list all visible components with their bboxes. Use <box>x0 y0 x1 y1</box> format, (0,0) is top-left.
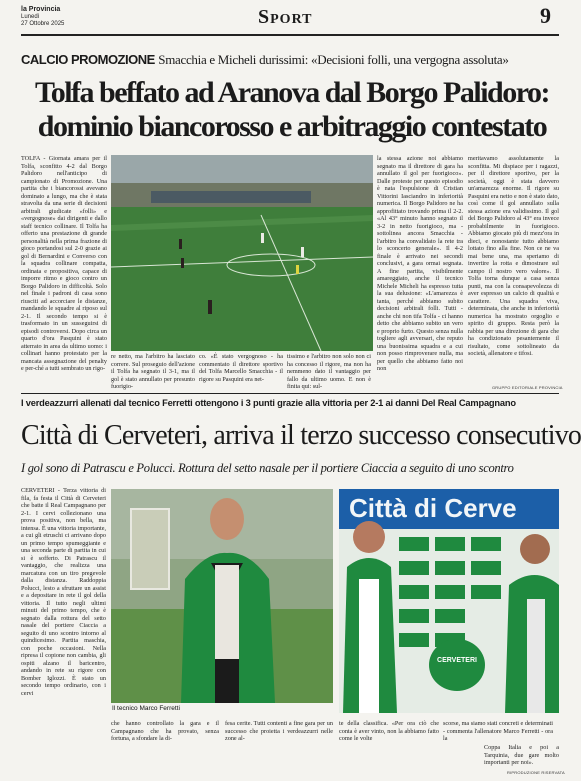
article-divider <box>21 393 559 394</box>
page-number: 9 <box>540 3 551 28</box>
article2-column-3: fesa cerite. Tutti contenti a fine gara per un successo che proietta i verdeazzurri nelle zone al- <box>225 720 333 742</box>
article1-column-2: re netto, ma l'arbitro ha lasciato correre. Sul proseguio dell'azione il Tolfa ha segnato il 3-1, ma il gol è stato annullato per presunto fuorigio- <box>111 353 195 390</box>
article1-title-1: Tolfa beffato ad Aranova dal Borgo Palidoro: <box>34 76 550 109</box>
team-crest-text: CERVETERI <box>437 657 477 664</box>
team-photo <box>339 489 559 713</box>
article2-column-4: te della classifica. «Per ora ciò che conta è aver vinto, non la abbiamo fatto come le volte <box>339 720 439 742</box>
article1-column-5: la stessa azione noi abbiamo segnato ma il direttore di gara ha annullato il gol per fuorigioco». Dalle proteste per questo episodio è nata l'espulsione di Cristian Vittorini Iasciandro in inferiorità numerica. Il Borgo Palidoro ne ha approfittato trovando prima il 2-2. «Al 43° minuto hanno segnato il 3-2 in netto fuorigioco, ma - sottolinea ancora Smacchia - l'arbitro ha convalidato la rete tra lo sconcerto generale». Il 4-2 finale è arrivato nei secondi conclusivi, a gara ormai segnata. A fine partita, visibilmente amareggiato, anche il tecnico Michele Micheli ha espresso tutta la sua delusione: «L'amarezza è tanta, perché abbiamo subito decisioni arbitrali folli. Tutti - anche chi non tifa Tolfa - ci hanno detto che abbiamo subito un vero e proprio furto. Questo senza nulla togliere agli avversari, che reputo una buonissima squadra e a cui non posso rimproverare nulla, ma per quello che abbiamo fatto noi non <box>377 155 463 372</box>
header-rule <box>21 34 559 36</box>
match-photo-illustration <box>111 155 373 351</box>
coach-photo <box>111 489 333 703</box>
article2-column-6: Coppa Italia e poi a Tarquinia, due gare molto importanti per noi». <box>484 744 559 766</box>
article1-kicker-line <box>21 52 561 69</box>
coach-photo-caption: Il tecnico Marco Ferretti <box>112 705 180 712</box>
article2-column-1: CERVETERI - Terza vittoria di fila, fa festa il Città di Cerveteri che batte il Real Campagnano per 2-1. I cervi collezionano una prova positiva, non bella, ma intensa. È una vittoria importante, a cui gli etruschi ci arrivano dopo un primo tempo spumeggiante e una seconda parte di partita in cui si è sofferto. Di Patrascu il vantaggio, che realizza una marcatura con un tiro pregevole dalla distanza. Raddoppia Polucci, lesto a sfruttare un assist e a depositare in rete il gol della vittoria. Il tutto negli ultimi minuti del primo tempo, che è segnato dalla rottura del setto nasale del portiere Ciaccia a seguito di uno scontro intorno al quindicesimo. Partita maschia, con poche occasioni. Nella ripresa il copione non cambia, gli ospiti alzano il baricentro, andando in rete su rigore con Bomber Iglozzi. È stato un secondo tempo ordinario, con i cervi <box>21 487 106 697</box>
header-day: Lunedì <box>21 14 40 20</box>
team-banner-text: Città di Cerve <box>349 493 517 523</box>
article2-column-5: scorse, ma siamo stati concreti e determinati - commenta l'allenatore Marco Ferretti - ora la <box>443 720 553 742</box>
article1-column-1: TOLFA - Giornata amara per il Tolfa, sconfitto 4-2 dal Borgo Palidoro nell'anticipo di campionato di Promozione. Una partita che i biancorossi avevano dominato a lungo, ma che è stata stravolta da una serie di decisioni arbitrali giudicate «folli» e «vergognose» dai dirigenti e dallo staff tecnico collinare. Il Tolfa ha offerto una prestazione di grande personalità nella prima frazione di gioco portandosi sul 2-0 grazie ai gol di Bernardini e Converso con la squadra collinare compatta, ordinata e propositiva, capace di imporre ritmo e gioco contro un Borgo Palidoro in difficoltà. Solo nel finale i padroni di casa sono riusciti ad accorciare le distanze, mandando le squadre al riposo sul 2-1. Il secondo tempo si è trasformato in un susseguirsi di episodi controversi. Dopo circa un quarto d'ora Pasquini è stato atterrato in area da ultimo uomo: i collinari hanno protestato per la mancata assegnazione del penalty e per-ché a tutti sembrato un rigo- <box>21 155 107 372</box>
masthead: la Provincia <box>21 6 61 13</box>
article2-title: Città di Cerveteri, arriva il terzo successo consecutivo <box>21 420 581 451</box>
article1-title-2: dominio biancorosso e arbitraggio contestato <box>37 110 547 143</box>
article2-credit: RIPRODUZIONE RISERVATA <box>507 770 565 775</box>
article1-kicker: CALCIO PROMOZIONE <box>21 52 155 67</box>
article1-kicker-rest: Smacchia e Micheli durissimi: «Decisioni folli, una vergogna assoluta» <box>158 52 509 67</box>
match-photo <box>111 155 373 351</box>
article2-column-2: che hanno controllato la gara e il Campagnano che ha provato, senza fortuna, a sfondare la di- <box>111 720 219 742</box>
article2-subtitle: I gol sono di Patrascu e Polucci. Rottura del setto nasale per il portiere Ciaccia a seguito di uno scontro <box>21 461 514 475</box>
article1-column-3: co. «È stato vergognoso - ha commentato il direttore sportivo del Tolfa Marcello Smacchia - il rigore su Pasquini era net- <box>199 353 283 383</box>
section-title: Sport <box>258 6 313 28</box>
article1-column-6: meritavamo assolutamente la sconfitta. Mi dispiace per i ragazzi, per il direttore sportivo, per la società, oggi è stata davvero un'amarezza enorme. Il rigore su Pasquini era netto e non è stato dato, così come il gol annullato sulla stessa azione era validissimo. Il gol del Borgo Palidoro al 43° era invece probabilmente in fuorigioco. Abbiamo giocato più di mezz'ora in dieci, e nonostante tutto abbiamo lottato fino alla fine. Non ce ne va mai bene una, ma speriamo di invertire la rotta e dimostrare sul campo il nostro vero valore». Il Tolfa torna dunque a casa senza punti, ma con la consapevolezza di aver espresso un calcio di qualità e carattere. Una squadra viva, determinata, che anche in inferiorità numerica ha mostrato orgoglio e spirito di gruppo. Resta però la rabbia per una direzione di gara che ha condizionato pesantemente il risultato, come sottolineato da società, allenatore e tifosi. <box>468 155 559 357</box>
article1-credit: GRUPPO EDITORIALE PROVINCIA <box>492 385 563 390</box>
article1-column-4: tissimo e l'arbitro non solo non ci ha concesso il rigore, ma non ha nemmeno dato il vantaggio per fallo da ultimo uomo. E non è finita qui: sul- <box>287 353 371 390</box>
article2-kicker: I verdeazzurri allenati dal tecnico Ferretti ottengono i 3 punti grazie alla vittoria per 2-1 ai danni Del Real Campagnano <box>21 398 516 408</box>
coach-photo-illustration <box>111 489 333 703</box>
header-date: 27 Ottobre 2025 <box>21 21 65 27</box>
